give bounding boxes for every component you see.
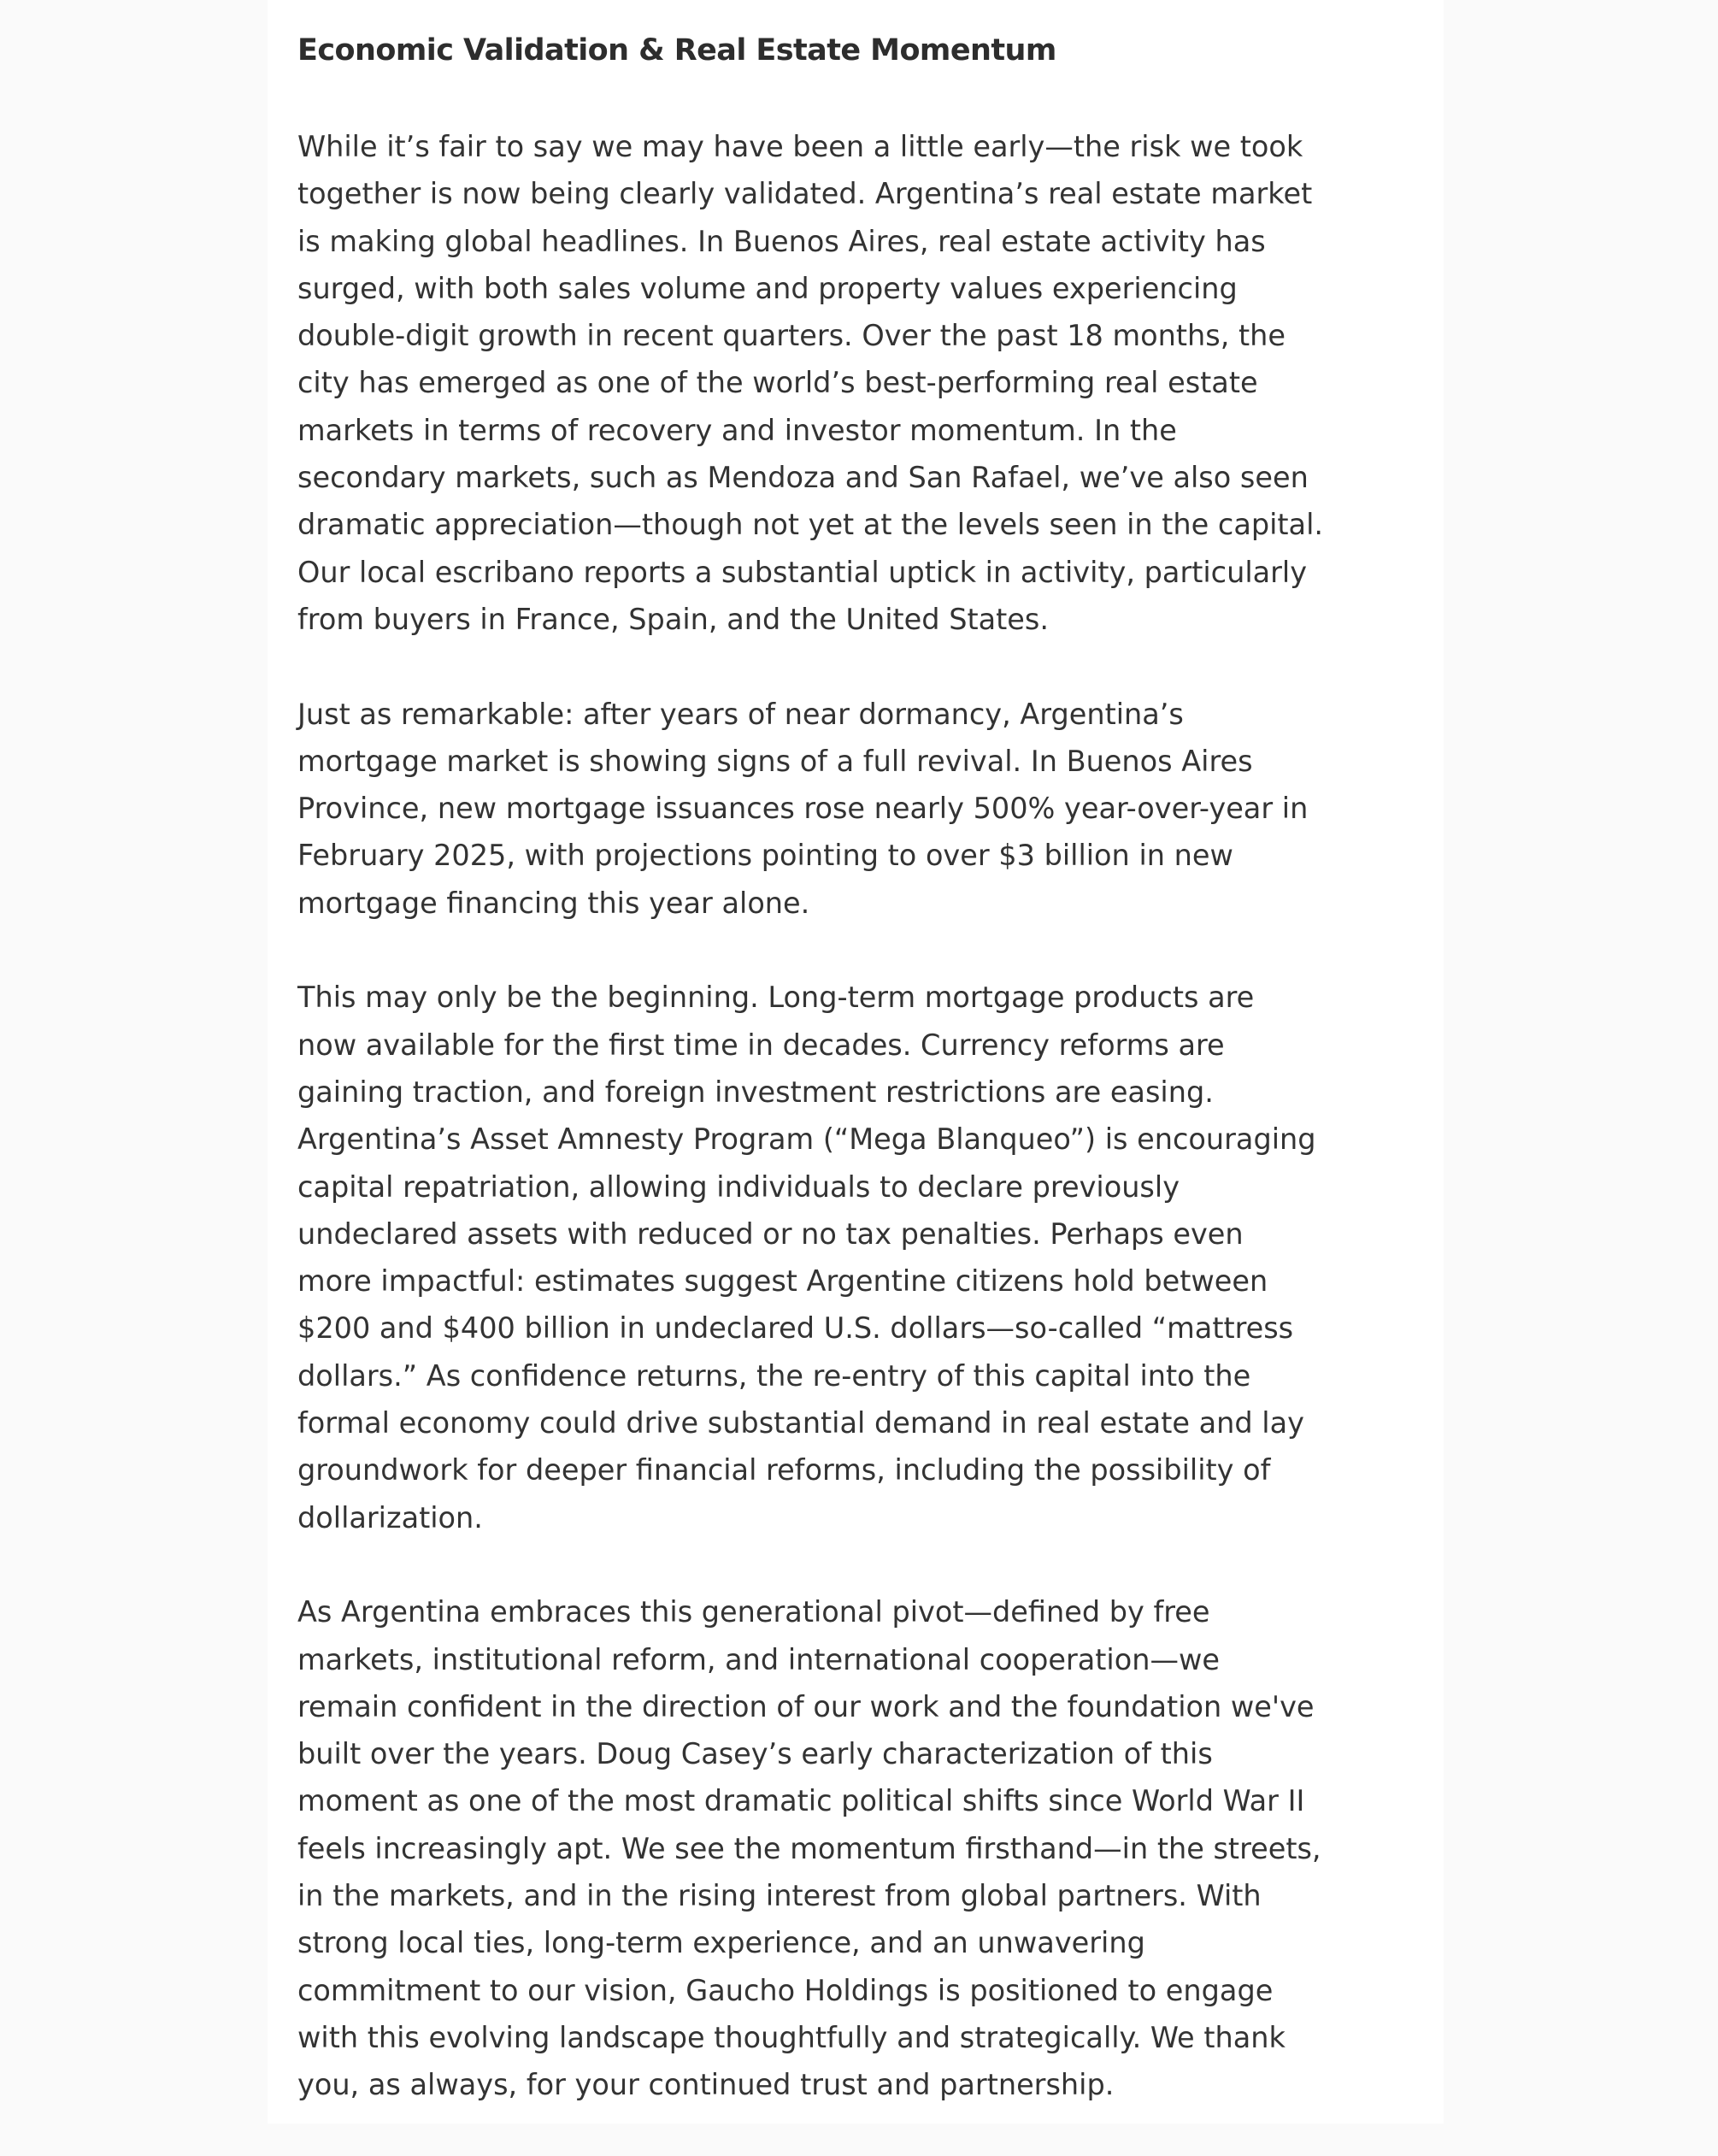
paragraph-line: Just as remarkable: after years of near dormancy, Argentina’s: [297, 697, 1184, 731]
paragraph-4: [297, 1588, 1323, 2108]
paragraph-line: strong local ties, long-term experience, and an unwavering: [297, 1926, 1145, 1960]
paragraph-line: Province, new mortgage issuances rose nearly 500% year-over-year in: [297, 792, 1309, 826]
paragraph-line: undeclared assets with reduced or no tax penalties. Perhaps even: [297, 1216, 1244, 1251]
paragraph-line: Argentina’s Asset Amnesty Program (“Mega Blanqueo”) is encouraging: [297, 1122, 1316, 1157]
paragraph-line: groundwork for deeper financial reforms, including the possibility of: [297, 1453, 1271, 1487]
paragraph-line: with this evolving landscape thoughtfully and strategically. We thank: [297, 2020, 1286, 2054]
paragraph-line: $200 and $400 billion in undeclared U.S. dollars—so-called “mattress: [297, 1311, 1294, 1346]
paragraph-line: from buyers in France, Spain, and the United States.: [297, 602, 1049, 636]
paragraph-line: more impactful: estimates suggest Argentine citizens hold between: [297, 1264, 1268, 1299]
paragraph-line: together is now being clearly validated. Argentina’s real estate market: [297, 177, 1313, 211]
article-body: [297, 123, 1323, 2156]
paragraph-line: mortgage financing this year alone.: [297, 886, 810, 920]
paragraph-line: This may only be the beginning. Long-term mortgage products are: [297, 981, 1255, 1015]
paragraph-line: dollars.” As confidence returns, the re-entry of this capital into the: [297, 1358, 1251, 1393]
paragraph-line: dollarization.: [297, 1500, 483, 1535]
paragraph-line: built over the years. Doug Casey’s early characterization of this: [297, 1737, 1213, 1771]
paragraph-line: is making global headlines. In Buenos Aires, real estate activity has: [297, 224, 1266, 258]
paragraph-line: moment as one of the most dramatic political shifts since World War II: [297, 1784, 1305, 1818]
paragraph-line: formal economy could drive substantial demand in real estate and lay: [297, 1406, 1304, 1440]
paragraph-line: commitment to our vision, Gaucho Holdings is positioned to engage: [297, 1973, 1274, 2007]
paragraph-line: markets, institutional reform, and international cooperation—we: [297, 1642, 1220, 1676]
paragraph-line: feels increasingly apt. We see the momentum firsthand—in the streets,: [297, 1831, 1321, 1865]
paragraph-line: As Argentina embraces this generational pivot—defined by free: [297, 1595, 1210, 1629]
paragraph-1: [297, 123, 1323, 643]
paragraph-2: [297, 691, 1323, 927]
section-heading: Economic Validation & Real Estate Momentum: [297, 33, 1056, 68]
paragraph-line: now available for the first time in decades. Currency reforms are: [297, 1028, 1225, 1062]
paragraph-line: capital repatriation, allowing individuals to declare previously: [297, 1169, 1180, 1204]
paragraph-line: remain confident in the direction of our work and the foundation we've: [297, 1689, 1315, 1723]
paragraph-line: markets in terms of recovery and investor momentum. In the: [297, 413, 1177, 447]
article-column: [268, 0, 1444, 2124]
paragraph-line: gaining traction, and foreign investment restrictions are easing.: [297, 1075, 1214, 1109]
paragraph-line: in the markets, and in the rising interest from global partners. With: [297, 1878, 1262, 1912]
paragraph-line: February 2025, with projections pointing to over $3 billion in new: [297, 839, 1233, 873]
paragraph-line: Our local escribano reports a substantial uptick in activity, particularly: [297, 555, 1308, 589]
paragraph-line: city has emerged as one of the world’s best-performing real estate: [297, 366, 1258, 400]
paragraph-line: secondary markets, such as Mendoza and San Rafael, we’ve also seen: [297, 461, 1309, 495]
paragraph-3: [297, 974, 1323, 1541]
paragraph-line: double-digit growth in recent quarters. Over the past 18 months, the: [297, 319, 1286, 353]
paragraph-line: While it’s fair to say we may have been a little early—the risk we took: [297, 130, 1303, 163]
paragraph-line: mortgage market is showing signs of a full revival. In Buenos Aires: [297, 744, 1253, 778]
paragraph-line: surged, with both sales volume and property values experiencing: [297, 271, 1238, 305]
paragraph-line: you, as always, for your continued trust and partnership.: [297, 2068, 1115, 2102]
paragraph-line: dramatic appreciation—though not yet at the levels seen in the capital.: [297, 508, 1324, 542]
